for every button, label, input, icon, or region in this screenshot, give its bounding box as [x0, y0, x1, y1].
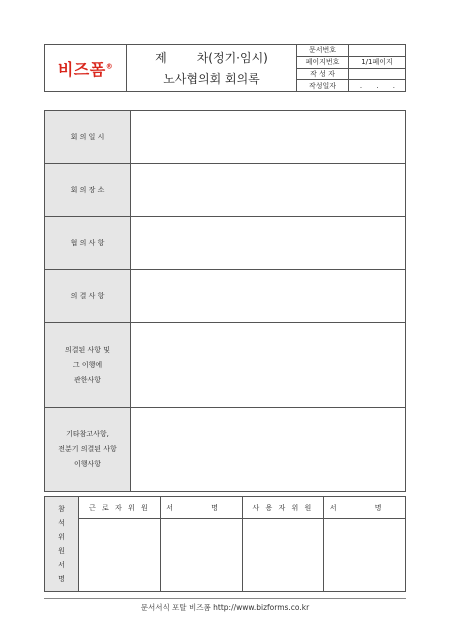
- resolutions-field[interactable]: [131, 270, 405, 322]
- row-other-notes: [45, 408, 405, 491]
- employer-members-field[interactable]: [243, 519, 325, 591]
- worker-signature-header: 서 명: [161, 497, 243, 518]
- employer-members-header: 사 용 자 위 원: [243, 497, 325, 518]
- resolution-implementation-field[interactable]: [131, 323, 405, 407]
- row-label: 회 의 일 시: [45, 111, 131, 163]
- footer-text: 문서서식 포탈 비즈폼 http://www.bizforms.co.kr: [140, 603, 310, 612]
- page-number-field: 1/1페이지: [361, 58, 393, 67]
- meta-label: 페이지번호: [297, 57, 349, 68]
- row-label: 의 결 사 항: [45, 270, 131, 322]
- title-cell: [127, 45, 297, 91]
- row-meeting-place: [45, 164, 405, 217]
- meta-row-author: [297, 69, 405, 81]
- meta-row-doc-number: [297, 45, 405, 57]
- meta-label: 문서번호: [297, 45, 349, 56]
- attendee-grid: [79, 497, 405, 591]
- logo-cell: [45, 45, 127, 91]
- attendee-header-row: [79, 497, 405, 519]
- session-title: 제 차(정기·임시): [155, 51, 268, 65]
- row-resolutions: [45, 270, 405, 323]
- attendee-signature-table: [44, 496, 406, 592]
- row-label: 의결된 사항 및 그 이행에 관한사항: [45, 323, 131, 407]
- meta-label: 작성일자: [297, 80, 349, 91]
- row-resolution-implementation: [45, 323, 405, 408]
- meta-label: 작 성 자: [297, 69, 349, 80]
- row-consultation-items: [45, 217, 405, 270]
- bizforms-logo: 비즈폼®: [57, 59, 114, 79]
- worker-members-header: 근 로 자 위 원: [79, 497, 161, 518]
- author-field[interactable]: [349, 69, 405, 80]
- meeting-datetime-field[interactable]: [131, 111, 405, 163]
- meta-table: [297, 45, 405, 91]
- worker-members-field[interactable]: [79, 519, 161, 591]
- minutes-table: [44, 110, 406, 492]
- row-label: 회 의 장 소: [45, 164, 131, 216]
- meta-row-date: [297, 80, 405, 91]
- other-notes-field[interactable]: [131, 408, 405, 491]
- consultation-items-field[interactable]: [131, 217, 405, 269]
- attendee-side-label: 참 석 위 원 서 명: [45, 497, 79, 591]
- row-label: 협 의 사 항: [45, 217, 131, 269]
- employer-signature-field[interactable]: [324, 519, 405, 591]
- doc-number-field[interactable]: [349, 45, 405, 56]
- document-header: [44, 44, 406, 92]
- employer-signature-header: 서 명: [324, 497, 405, 518]
- meeting-place-field[interactable]: [131, 164, 405, 216]
- attendee-body-row: [79, 519, 405, 591]
- row-meeting-datetime: [45, 111, 405, 164]
- row-label: 기타참고사항, 전분기 의결된 사항 이행사항: [45, 408, 131, 491]
- date-field[interactable]: . . .: [359, 81, 401, 90]
- meta-row-page-number: [297, 57, 405, 69]
- worker-signature-field[interactable]: [161, 519, 243, 591]
- document-title: 노사협의회 회의록: [163, 72, 260, 86]
- footer-divider: [44, 598, 406, 599]
